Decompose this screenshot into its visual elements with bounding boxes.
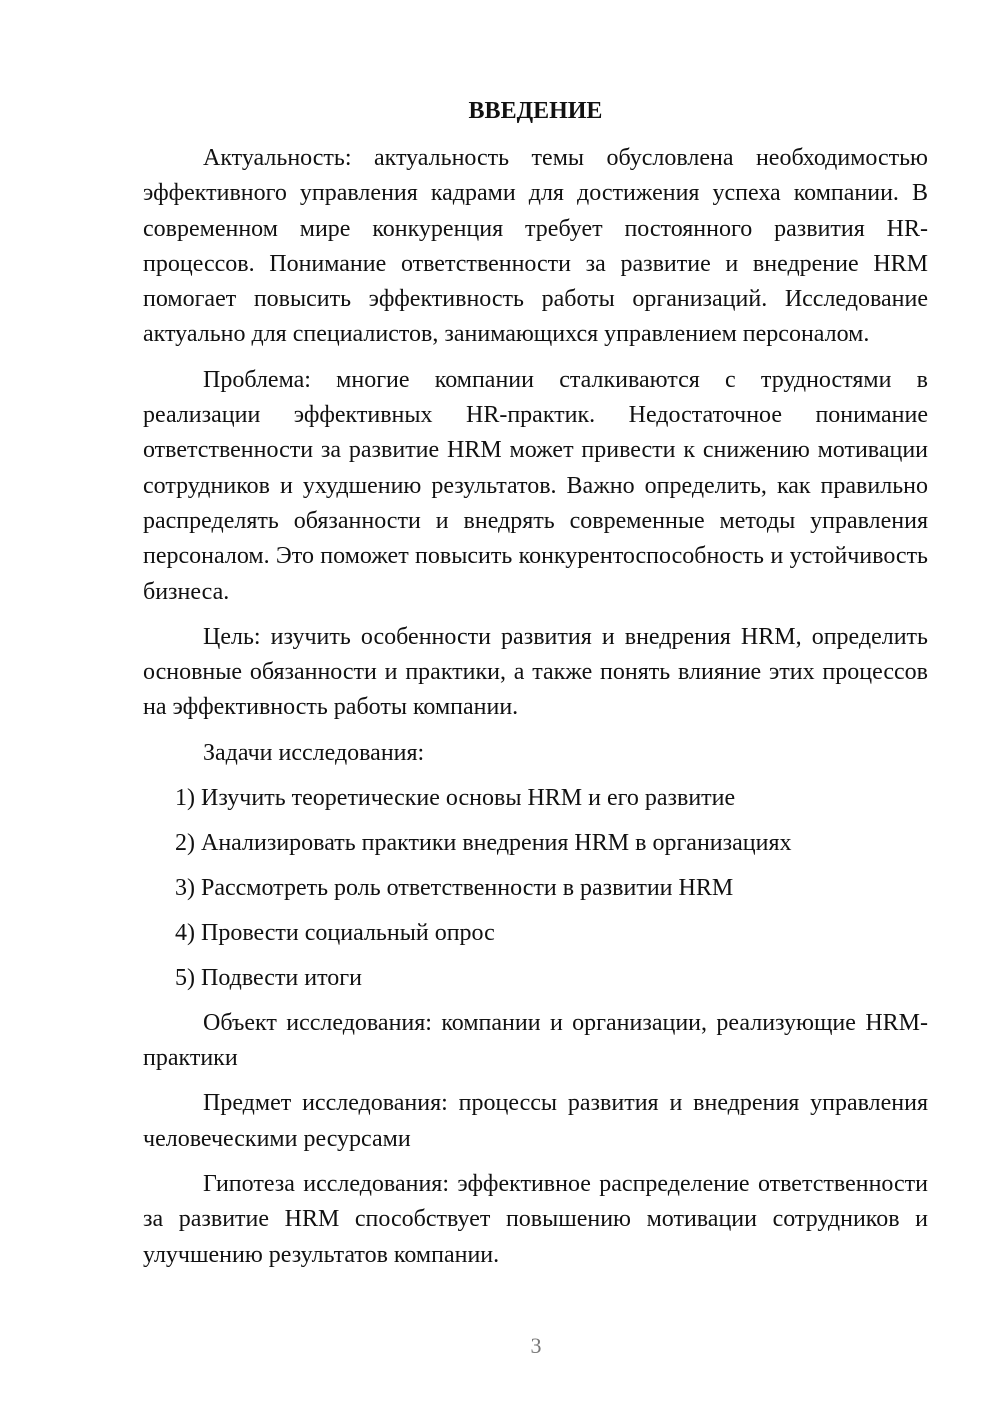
- relevance-paragraph: Актуальность: актуальность темы обусловлена необходимостью эффективного управления кадрами для достижения успеха компании. В современном мире конкуренция требует постоянного развития HR-процессов. Понимание ответственности за развитие и внедрение HRM помогает повысить эффективность работы организаций. Исследование актуально для специалистов, занимающихся управлением персоналом.: [143, 145, 928, 348]
- task-item: 3) Рассмотреть роль ответственности в развитии HRM: [175, 874, 734, 901]
- page-title: ВВЕДЕНИЕ: [468, 98, 603, 124]
- subject-paragraph: Предмет исследования: процессы развития и внедрения управления человеческими ресурсами: [143, 1090, 928, 1152]
- hypothesis-paragraph: Гипотеза исследования: эффективное распределение ответственности за развитие HRM способствует повышению мотивации сотрудников и улучшению результатов компании.: [143, 1170, 928, 1268]
- task-item: 2) Анализировать практики внедрения HRM в организациях: [175, 829, 792, 856]
- tasks-title: Задачи исследования:: [203, 739, 425, 766]
- document-page: [143, 94, 928, 1283]
- task-item: 5) Подвести итоги: [175, 964, 362, 991]
- task-item: 1) Изучить теоретические основы HRM и его развитие: [175, 784, 736, 811]
- task-item: 4) Провести социальный опрос: [175, 919, 495, 946]
- object-paragraph: Объект исследования: компании и организации, реализующие HRM-практики: [143, 1009, 928, 1072]
- goal-paragraph: Цель: изучить особенности развития и внедрения HRM, определить основные обязанности и практики, а также понять влияние этих процессов на эффективность работы компании.: [143, 623, 928, 721]
- page-number: 3: [530, 1333, 542, 1358]
- problem-paragraph: Проблема: многие компании сталкиваются с трудностями в реализации эффективных HR-практик. Недостаточное понимание ответственности за развитие HRM может привести к снижению мотивации сотрудников и ухудшению результатов. Важно определить, как правильно распределять обязанности и внедрять современные методы управления персоналом. Это поможет повысить конкурентоспособность и устойчивость бизнеса.: [143, 366, 928, 605]
- task-list: [143, 781, 928, 996]
